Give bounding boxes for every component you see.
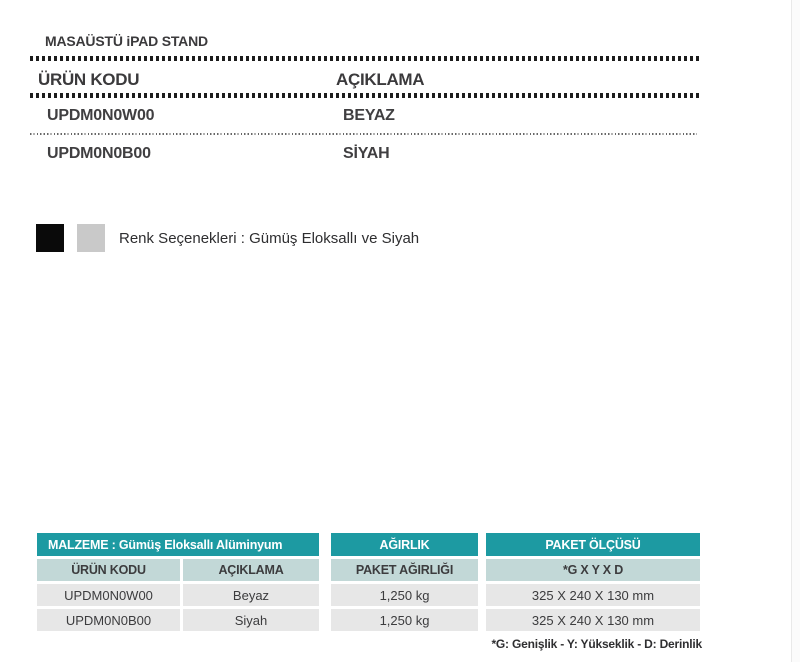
product-code-column-header: ÜRÜN KODU	[38, 70, 140, 89]
color-swatch-black	[36, 224, 64, 252]
material-col-description: AÇIKLAMA	[183, 559, 319, 581]
page-edge-line	[791, 0, 792, 662]
material-row-description: Siyah	[183, 609, 319, 631]
dotted-divider-top	[30, 56, 700, 61]
package-row-size: 325 X 240 X 130 mm	[486, 584, 700, 606]
product-row-white	[0, 107, 800, 127]
package-row-weight: 1,250 kg	[331, 609, 478, 631]
material-col-product-code: ÜRÜN KODU	[37, 559, 180, 581]
package-row-size: 325 X 240 X 130 mm	[486, 609, 700, 631]
package-col-weight: AĞIRLIK	[331, 533, 478, 556]
material-row-code: UPDM0N0B00	[37, 609, 180, 631]
package-row-weight: 1,250 kg	[331, 584, 478, 606]
product-list-header	[0, 70, 800, 90]
dotted-divider-row	[30, 133, 697, 135]
package-sub-weight: PAKET AĞIRLIĞI	[331, 559, 478, 581]
material-row-code: UPDM0N0W00	[37, 584, 180, 606]
dotted-divider-header	[30, 93, 700, 98]
material-table-header: MALZEME : Gümüş Eloksallı Alüminyum	[37, 533, 319, 556]
product-row-black	[0, 145, 800, 165]
material-table	[37, 533, 319, 631]
dimension-legend-footnote: *G: Genişlik - Y: Yükseklik - D: Derinlik	[491, 637, 702, 651]
product-code: UPDM0N0W00	[47, 107, 155, 124]
color-swatch-silver	[77, 224, 105, 252]
product-description: SİYAH	[343, 145, 390, 162]
description-column-header: AÇIKLAMA	[336, 70, 425, 89]
product-code: UPDM0N0B00	[47, 145, 151, 162]
material-row-description: Beyaz	[183, 584, 319, 606]
page-title: MASAÜSTÜ iPAD STAND	[45, 33, 208, 49]
color-options-label: Renk Seçenekleri : Gümüş Eloksallı ve Siyah	[119, 230, 420, 247]
package-sub-size: *G X Y X D	[486, 559, 700, 581]
product-description: BEYAZ	[343, 107, 395, 124]
package-table	[331, 533, 700, 631]
page-edge-strip	[792, 0, 800, 662]
package-col-size: PAKET ÖLÇÜSÜ	[486, 533, 700, 556]
